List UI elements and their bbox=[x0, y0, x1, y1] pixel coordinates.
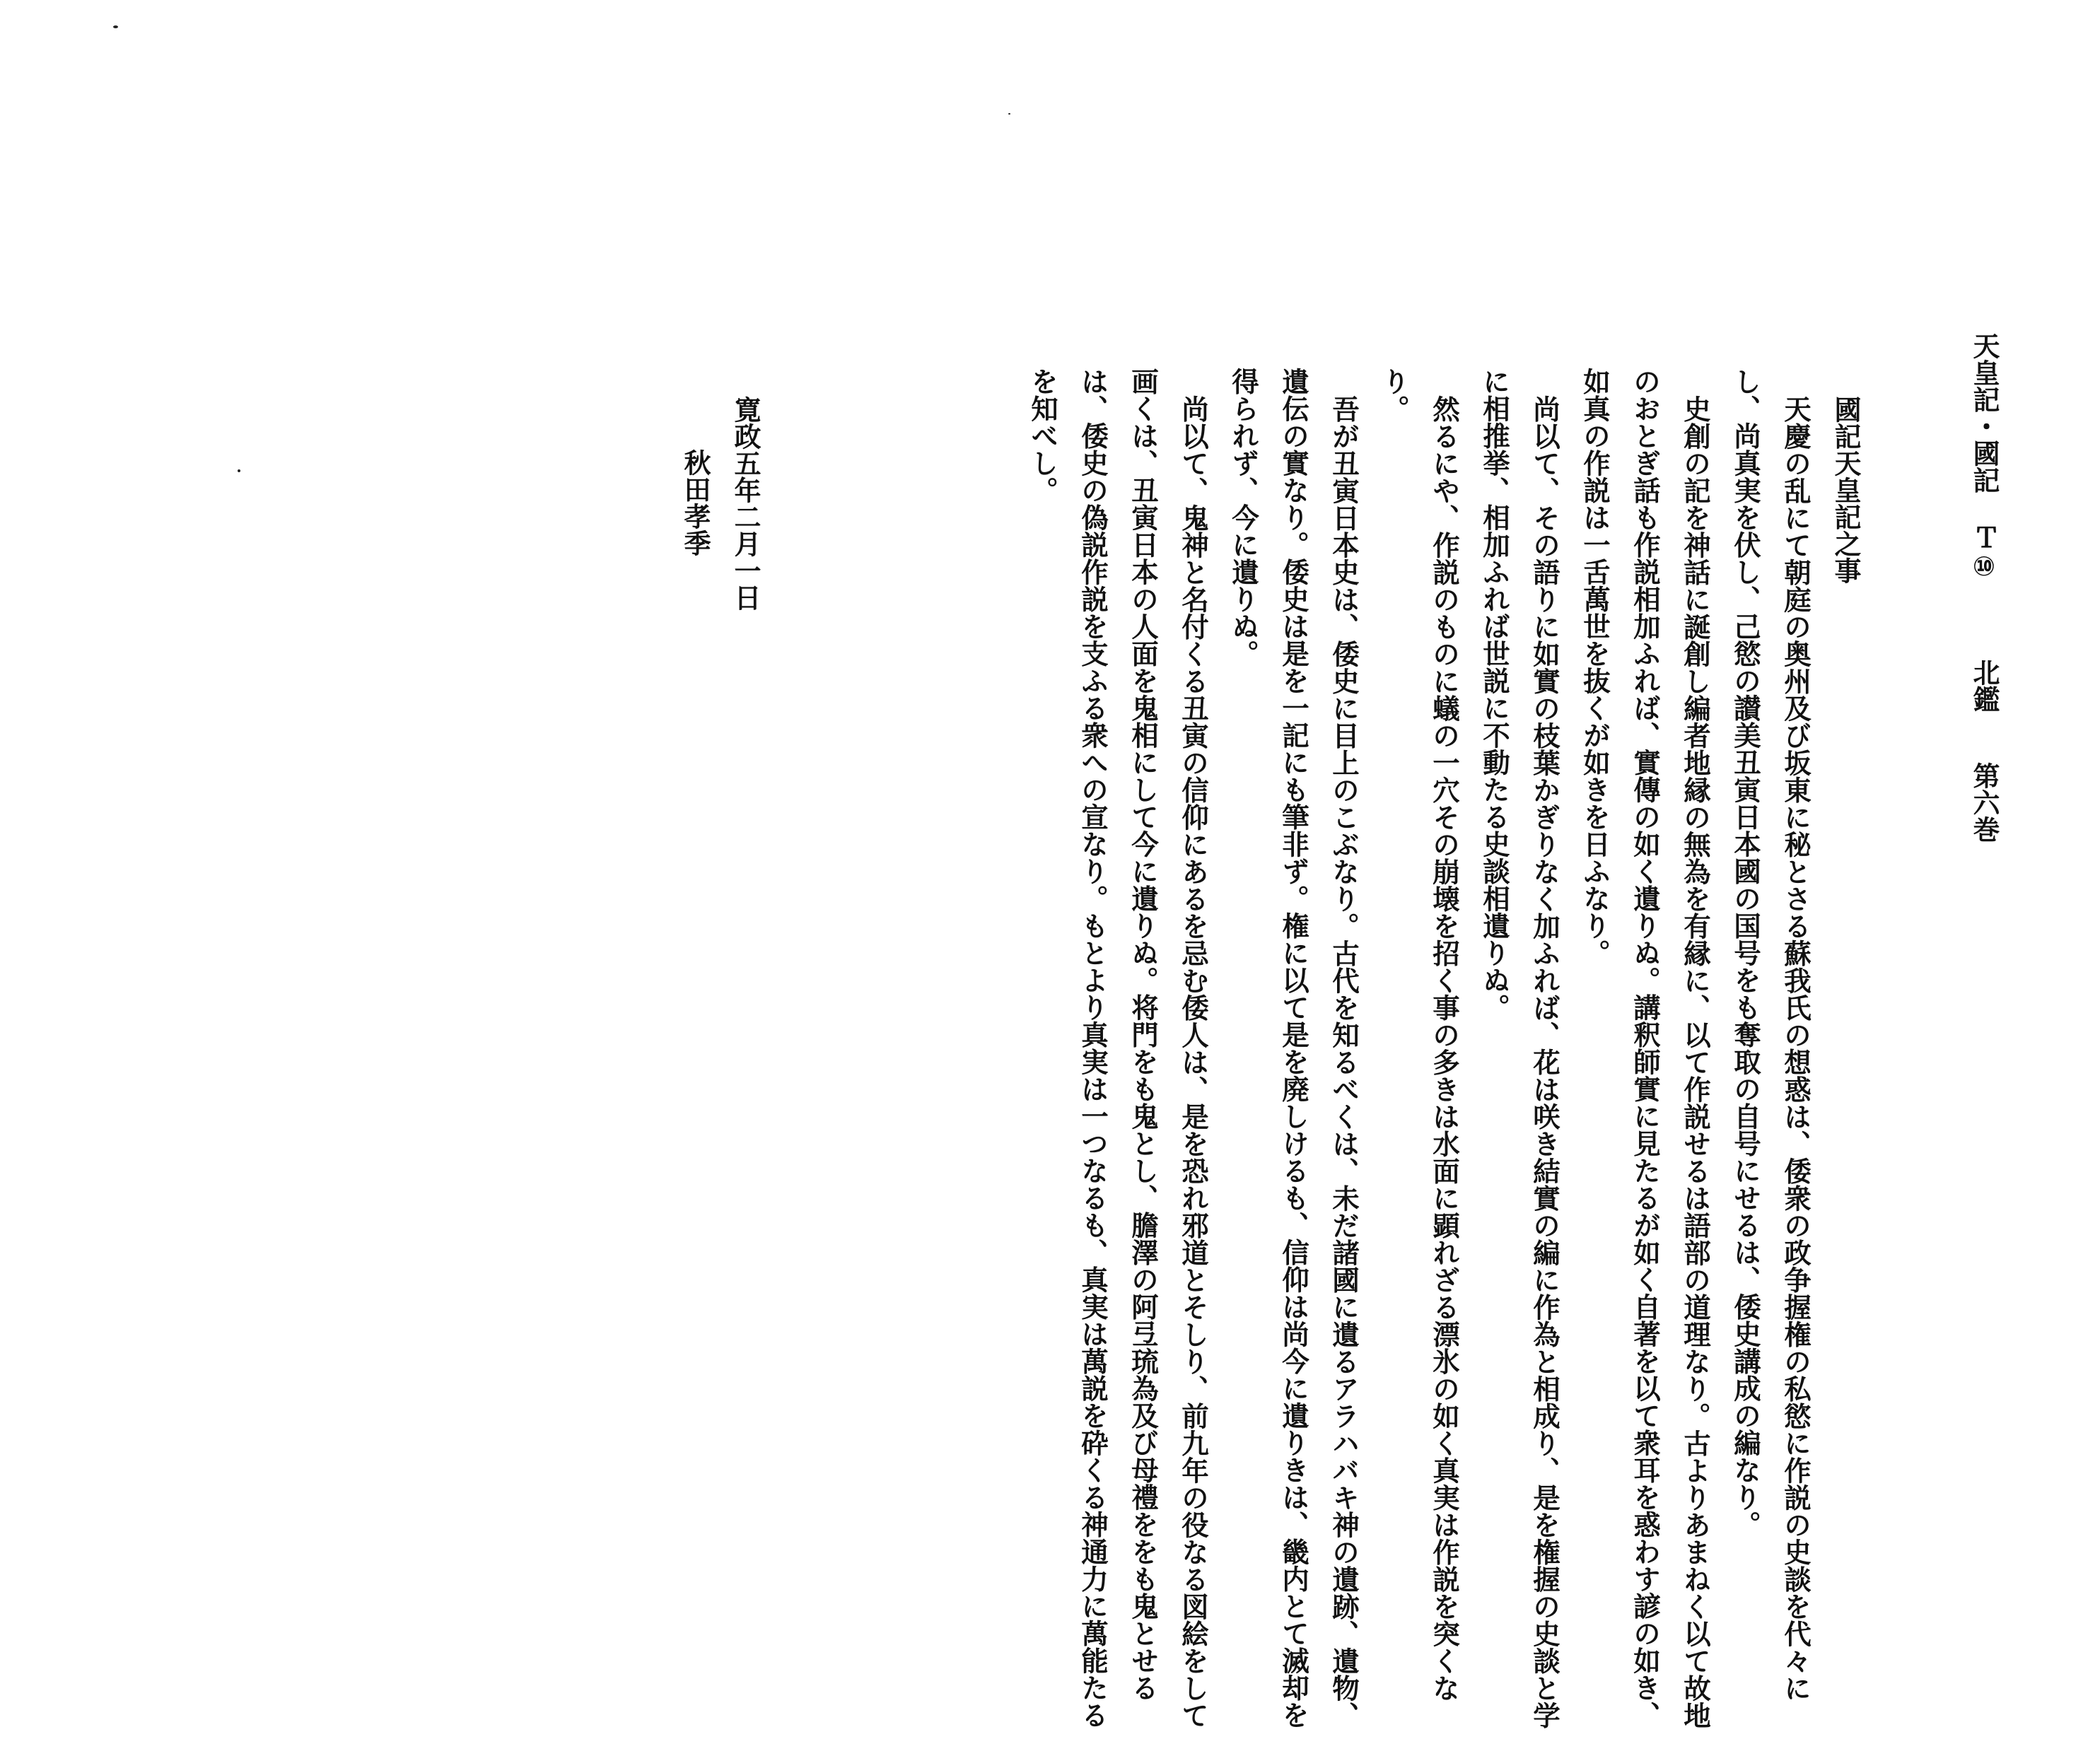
paragraph: 尚以て、その語りに如實の枝葉かぎりなく加ふれば、花は咲き結實の編に作為と相成り、是を権握の史談と学に相推挙、相加ふれば世説に不動たる史談相遺りぬ。 bbox=[1478, 368, 1561, 1728]
volume-name: 北鑑 bbox=[1968, 659, 2000, 713]
series-title: 天皇記・國記 bbox=[1968, 332, 2000, 493]
paragraph: 尚以て、鬼神と名付くる丑寅の信仰にあるを忌む倭人は、是を恐れ邪道とそしり、前九年の役なる図絵をして画くは、丑寅日本の人面を鬼相にして今に遺りぬ。将門をも鬼とし、膽澤の阿弖琉為及び母禮ををも鬼とせるは、倭史の偽説作説を支ふる衆への宣なり。もとより真実は一つなるも、真実は萬説を砕くる神通力に萬能たるを知べし。 bbox=[1027, 368, 1209, 1728]
scan-speck bbox=[113, 25, 118, 28]
paragraph: 史創の記を神話に誕創し編者地縁の無為を有縁に、以て作説せるは語部の道理なり。古よりあまねく以て故地のおとぎ話も作説相加ふれば、實傳の如く遺りぬ。講釈師實に見たるが如く自著を以て衆耳を惑わす諺の如き、如真の作説は一舌萬世を抜くが如きを日ふなり。 bbox=[1579, 368, 1711, 1728]
author-name: 秋田孝季 bbox=[679, 449, 711, 556]
paragraph: 吾が丑寅日本史は、倭史に目上のこぶなり。古代を知るべくは、未だ諸國に遺るアラハバキ神の遺跡、遺物、遺伝の實なり。倭史は是を一記にも筆非ず。権に以て是を廃しけるも、信仰は尚今に遺りきは、畿内とて滅却を得られず、今に遺りぬ。 bbox=[1227, 368, 1360, 1728]
body-text bbox=[1017, 368, 1821, 1739]
section-title: 國記天皇記之事 bbox=[1830, 396, 1861, 584]
scan-speck bbox=[1008, 113, 1010, 115]
volume-label bbox=[1968, 659, 2000, 842]
paragraph: 天慶の乱にて朝庭の奥州及び坂東に秘とさる蘇我氏の想惑は、倭衆の政争握権の私慾に作説の史談を代々にし、尚真実を伏し、己慾の讃美丑寅日本國の国号をも奪取の自号にせるは、倭史講成の編なり。 bbox=[1729, 368, 1812, 1702]
document-id: Ｔ⑩ bbox=[1968, 524, 2000, 582]
running-header bbox=[1961, 332, 2004, 843]
volume-number: 第六巻 bbox=[1968, 761, 2000, 843]
document-date: 寛政五年二月一日 bbox=[730, 396, 761, 611]
paragraph: 然るにや、作説のものに蟻の一穴その崩壊を招く事の多きは水面に顕れざる漂氷の如く真実は作説を突くなり。 bbox=[1378, 368, 1460, 1702]
scan-speck bbox=[238, 469, 240, 472]
